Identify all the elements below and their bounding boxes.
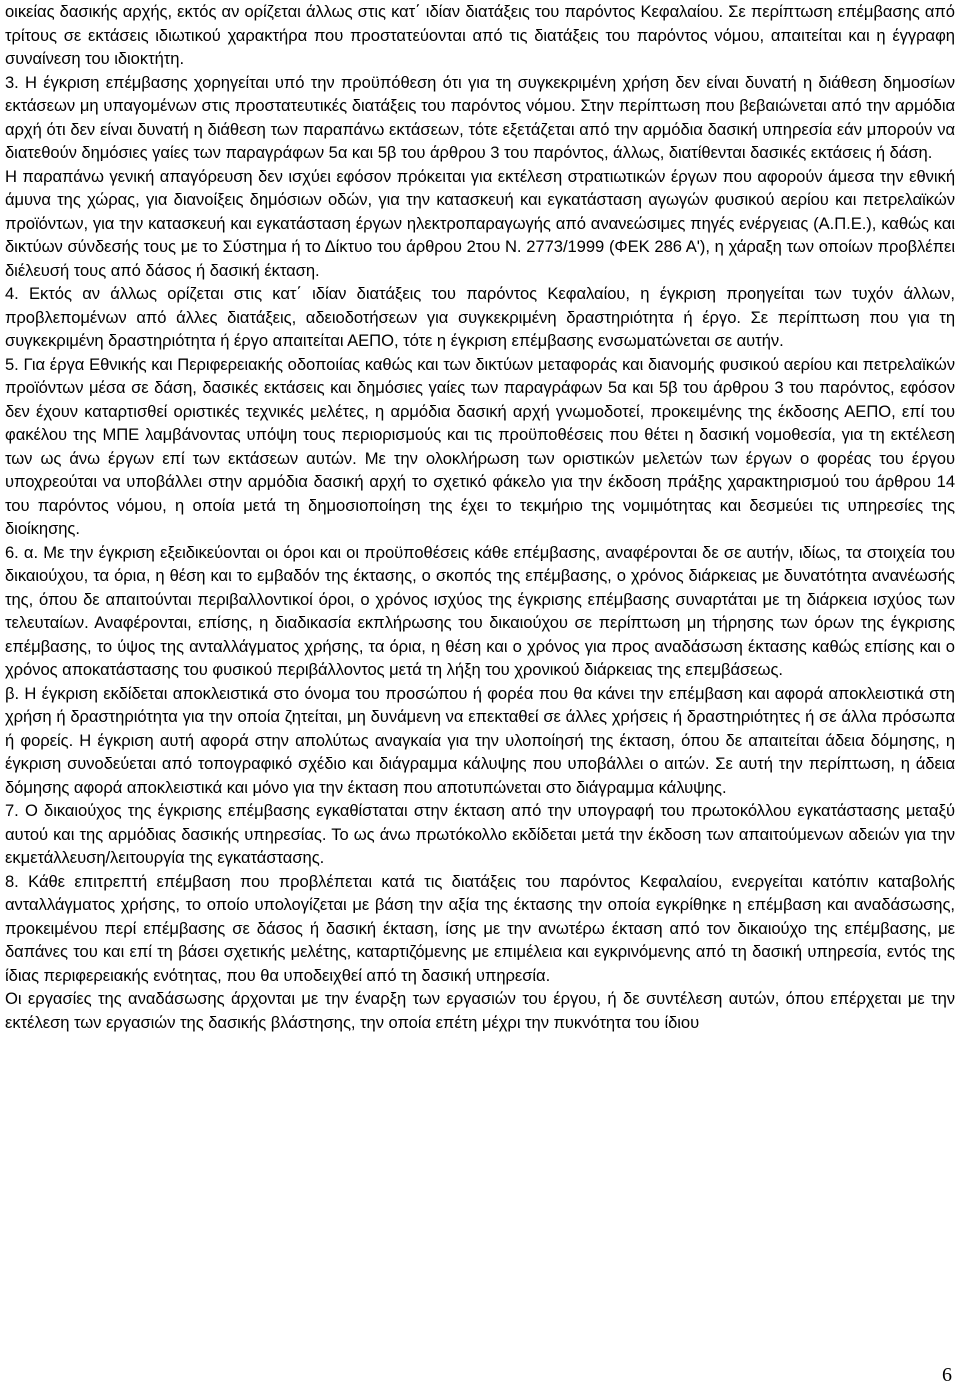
- paragraph-5: 5. Για έργα Εθνικής και Περιφερειακής οδοποιίας καθώς και των δικτύων μεταφοράς και διανομής φυσικού αερίου και πετρελαϊκών προϊόντων μέσα σε δάση, δασικές εκτάσεις και δημόσιες γαίες των παραγράφων 5α και 5β του άρθρου 3 του παρόντος, εφόσον δεν έχουν καταρτισθεί οριστικές τεχνικές μελέτες, η αρμόδια δασική αρχή γνωμοδοτεί, προκειμένης της έκδοσης ΑΕΠΟ, επί του φακέλου της ΜΠΕ λαμβάνοντας υπόψη τους περιορισμούς και τις προϋποθέσεις που θέτει η δασική νομοθεσία, για τη εκτέλεση των ως άνω έργων επί των εκτάσεων αυτών. Με την ολοκλήρωση των οριστικών μελετών των έργων ο φορέας του έργου υποχρεούται να υποβάλλει στην αρμόδια δασική αρχή το σχετικό φάκελο για την έκδοση πράξης χαρακτηρισμού του άρθρου 14 του παρόντος νόμου, η οποία μετά τη δημοσιοποίηση της έχει το τεκμήριο της νομιμότητας και δεσμεύει τις υπηρεσίες της διοίκησης.: [5, 354, 955, 538]
- paragraph-3: 3. Η έγκριση επέμβασης χορηγείται υπό την προϋπόθεση ότι για τη συγκεκριμένη χρήση δεν είναι δυνατή η διάθεση δημοσίων εκτάσεων μη υπαγομένων στις προστατευτικές διατάξεις του παρόντος νόμου. Στην περίπτωση που βεβαιώνεται από την αρμόδια αρχή ότι δεν είναι δυνατή η διάθεση των παραπάνω εκτάσεων, τότε εξετάζεται από την αρμόδια δασική υπηρεσία εάν μπορούν να διατεθούν δημόσιες γαίες των παραγράφων 5α και 5β του άρθρου 3 του παρόντος, άλλως, διατίθενται δασικές εκτάσεις ή δάση.: [5, 72, 955, 162]
- paragraph-intro: οικείας δασικής αρχής, εκτός αν ορίζεται άλλως στις κατ΄ ιδίαν διατάξεις του παρόντος Κεφαλαίου. Σε περίπτωση επέμβασης από τρίτους σε εκτάσεις ιδιωτικού χαρακτήρα που προστατεύονται από τις διατάξεις του παρόντος νόμου, απαιτείται και η έγγραφη συναίνεση του ιδιοκτήτη.: [5, 2, 955, 68]
- paragraph-4: 4. Εκτός αν άλλως ορίζεται στις κατ΄ ιδίαν διατάξεις του παρόντος Κεφαλαίου, η έγκριση προηγείται των τυχόν άλλων, προβλεπομένων από άλλες διατάξεις, αδειοδοτήσεων για συγκεκριμένη δραστηριότητα ή έργο. Σε περίπτωση που για τη συγκεκριμένη δραστηριότητα ή έργο απαιτείται ΑΕΠΟ, τότε η έγκριση επέμβασης ενσωματώνεται σε αυτήν.: [5, 284, 955, 350]
- paragraph-7: 7. Ο δικαιούχος της έγκρισης επέμβασης εγκαθίσταται στην έκταση από την υπογραφή του πρωτοκόλλου εγκατάστασης μεταξύ αυτού και της αρμόδιας δασικής υπηρεσίας. Το ως άνω πρωτόκολλο εκδίδεται μετά την έκδοση των απαιτούμενων αδειών για την εκμετάλλευση/λειτουργία της εγκατάστασης.: [5, 801, 955, 867]
- paragraph-8-reforestation: Οι εργασίες της αναδάσωσης άρχονται με την έναρξη των εργασιών του έργου, ή δε συντέλεση αυτών, όπου επέρχεται με την εκτέλεση των εργασιών της δασικής βλάστησης, την οποία επέτη μέχρι την πυκνότητα του ίδιου: [5, 989, 955, 1032]
- paragraph-6b: β. Η έγκριση εκδίδεται αποκλειστικά στο όνομα του προσώπου ή φορέα που θα κάνει την επέμβαση και αφορά αποκλειστικά στη χρήση ή δραστηριότητα για την οποία ζητείται, μη δυνάμενη να επεκταθεί σε άλλες χρήσεις ή δραστηριότητες ή σε άλλα πρόσωπα ή φορείς. Η έγκριση αυτή αφορά στην απολύτως αναγκαία για την υλοποίησή της έκταση, όπου δε απαιτείται άδεια δόμησης, η έγκριση συνοδεύεται από τοπογραφικό σχέδιο και διάγραμμα κάλυψης που υποβάλλει ο αιτών. Σε αυτή την περίπτωση, η άδεια δόμησης αφορά αποκλειστικά και μόνο για την έκταση που αποτυπώνεται στο διάγραμμα κάλυψης.: [5, 683, 955, 797]
- paragraph-3-exception: Η παραπάνω γενική απαγόρευση δεν ισχύει εφόσον πρόκειται για εκτέλεση στρατιωτικών έργων που αφορούν άμεσα την εθνική άμυνα της χώρας, για διανοίξεις δημόσιων οδών, για την κατασκευή και εγκατάσταση αγωγών φυσικού αερίου και πετρελαϊκών προϊόντων, για την κατασκευή και εγκατάσταση έργων ηλεκτροπαραγωγής από ανανεώσιμες πηγές ενέργειας (Α.Π.Ε.), καθώς και δικτύων σύνδεσής τους με το Σύστημα ή το Δίκτυο του άρθρου 2του Ν. 2773/1999 (ΦΕΚ 286 Α'), η χάραξη των οποίων προβλέπει διέλευσή τους από δάσος ή δασική έκταση.: [5, 166, 955, 280]
- paragraph-8: 8. Κάθε επιτρεπτή επέμβαση που προβλέπεται κατά τις διατάξεις του παρόντος Κεφαλαίου, ενεργείται κατόπιν καταβολής ανταλλάγματος χρήσης, το οποίο υπολογίζεται με βάση την αξία της έκτασης την οποία εγκρίθηκε η επέμβαση και αναδάσωσης, προκειμένου περί επέμβασης σε δάσος ή δασική έκταση, ίσης με την ανωτέρω έκταση από τον δικαιούχο της επέμβασης, με δαπάνες του και επί τη βάσει σχετικής μελέτης, καταρτιζόμενης με επιμέλεια και εγκρινόμενης από τη δασική υπηρεσία, εντός της ίδιας περιφερειακής ενότητας, που θα υποδειχθεί από τη δασική υπηρεσία.: [5, 871, 955, 985]
- paragraph-6a: 6. α. Με την έγκριση εξειδικεύονται οι όροι και οι προϋποθέσεις κάθε επέμβασης, αναφέρονται δε σε αυτήν, ιδίως, τα στοιχεία του δικαιούχου, τα όρια, η θέση και το εμβαδόν της έκτασης, ο σκοπός της επέμβασης, ο χρόνος διάρκειας με δυνατότητα ανανέωσής της, όπου δε απαιτούνται περιβαλλοντικοί όροι, ο χρόνος ισχύος της έγκρισης επέμβασης συναρτάται με τη διάρκεια ισχύος των τελευταίων. Αναφέρονται, επίσης, η διαδικασία εκπλήρωσης του δικαιούχου σε περίπτωση μη τήρησης των όρων της έγκρισης επέμβασης, το ύψος της ανταλλάγματος χρήσης, τα όρια, η θέση και ο χρόνος για προς αναδάσωση έκτασης καθώς επίσης και ο χρόνος αποκατάστασης του φυσικού περιβάλλοντος μετά τη λήξη του χρονικού διάρκειας της επεμβάσεως.: [5, 542, 955, 679]
- document-page: [5, 0, 955, 1034]
- page-number: 6: [942, 1364, 952, 1386]
